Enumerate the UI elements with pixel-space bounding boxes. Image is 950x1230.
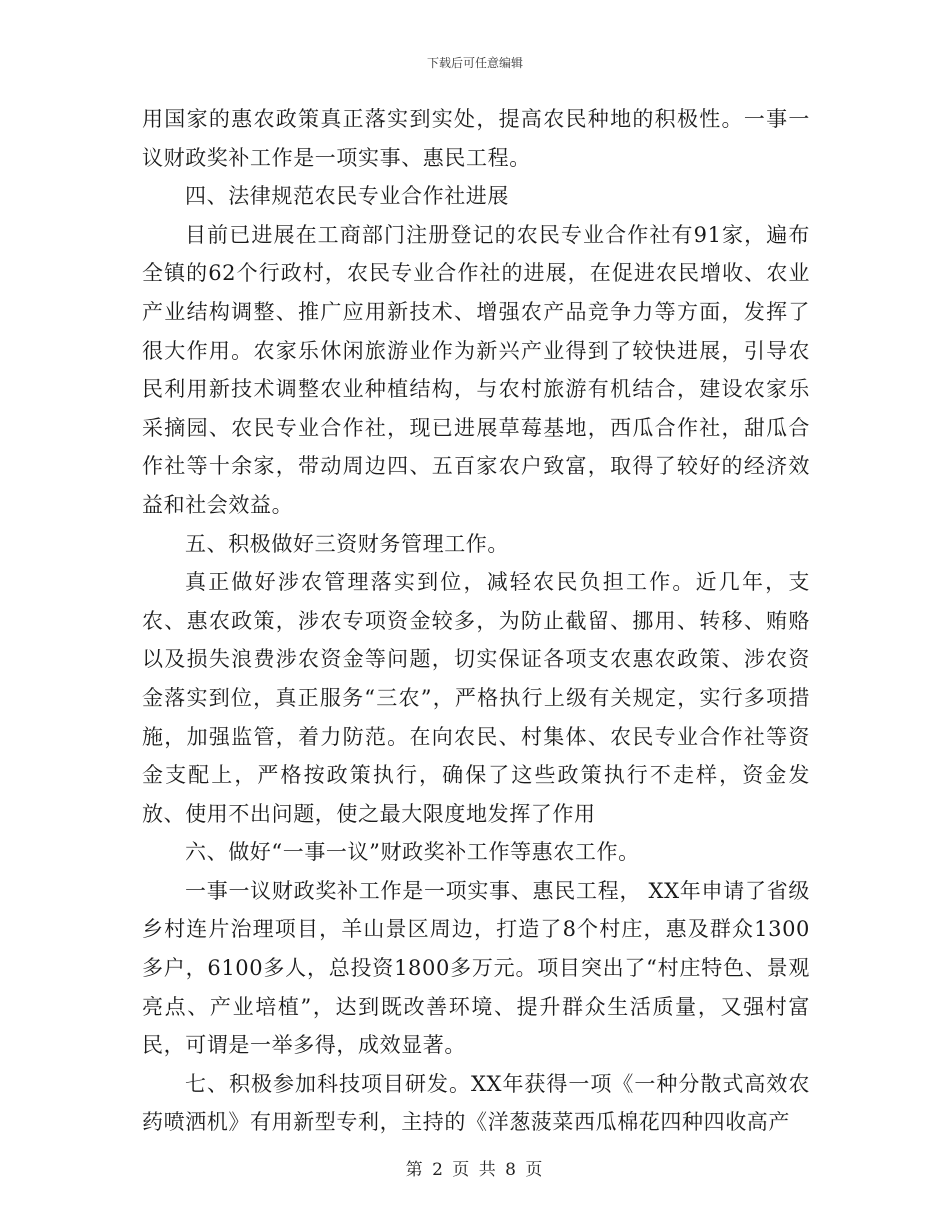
paragraph: 目前已进展在工商部门注册登记的农民专业合作社有91家，遍布全镇的62个行政村，农民专业合作社的进展，在促进农民增收、农业产业结构调整、推广应用新技术、增强农产品竞争力等方面，发挥了很大作用。农家乐休闲旅游业作为新兴产业得到了较快进展，引导农民利用新技术调整农业种植结构，与农村旅游有机结合，建设农家乐采摘园、农民专业合作社，现已进展草莓基地，西瓜合作社，甜瓜合作社等十余家，带动周边四、五百家农户致富，取得了较好的经济效益和社会效益。	[142, 222, 810, 517]
paragraph: 用国家的惠农政策真正落实到实处，提高农民种地的积极性。一事一议财政奖补工作是一项实事、惠民工程。	[142, 107, 810, 170]
page-header-note: 下载后可任意编辑	[426, 56, 523, 70]
section-heading: 五、积极做好三资财务管理工作。	[185, 531, 509, 556]
paragraph: 真正做好涉农管理落实到位，减轻农民负担工作。近几年，支农、惠农政策，涉农专项资金较多，为防止截留、挪用、转移、贿赂以及损失浪费涉农资金等问题，切实保证各项支农惠农政策、涉农资金落实到位，真正服务“三农”，严格执行上级有关规定，实行多项措施，加强监管，着力防范。在向农民、村集体、农民专业合作社等资金支配上，严格按政策执行，确保了这些政策执行不走样，资金发放、使用不出问题，使之最大限度地发挥了作用	[142, 570, 810, 826]
document-body	[142, 100, 810, 1142]
paragraph: 一事一议财政奖补工作是一项实事、惠民工程， XX年申请了省级乡村连片治理项目，羊山景区周边，打造了8个村庄，惠及群众1300多户，6100多人，总投资1800多万元。项目突出了“村庄特色、景观亮点、产业培植”，达到既改善环境、提升群众生活质量，又强村富民，可谓是一举多得，成效显著。	[142, 878, 810, 1058]
page-number-footer: 第 2 页 共 8 页	[405, 1160, 545, 1180]
section-heading: 六、做好“一事一议”财政奖补工作等惠农工作。	[185, 840, 640, 865]
paragraph: 七、积极参加科技项目研发。XX年获得一项《一种分散式高效农药喷洒机》有用新型专利，主持的《洋葱菠菜西瓜棉花四种四收高产	[142, 1071, 810, 1135]
section-heading: 四、法律规范农民专业合作社进展	[185, 184, 509, 209]
